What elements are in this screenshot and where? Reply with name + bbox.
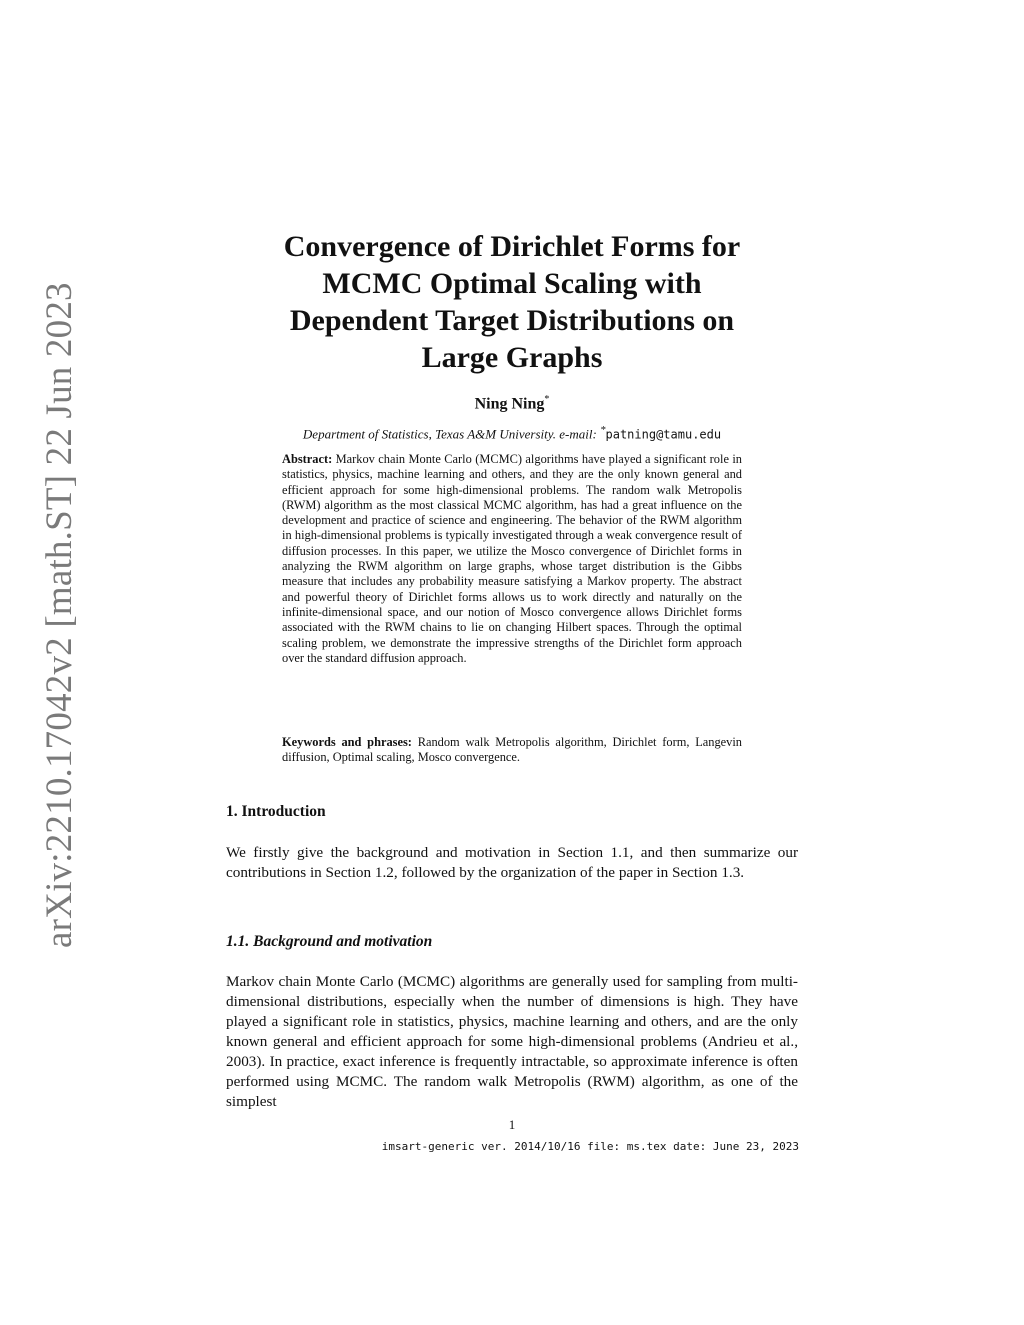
abstract — [282, 452, 742, 666]
abstract-text: Markov chain Monte Carlo (MCMC) algorithms have played a significant role in statistics, physics, machine learning and others, and they are the only known general and efficient approach for some high-dimensional problems. The random walk Metropolis (RWM) algorithm as the most classical MCMC algorithm, has had a great influence on the development and practice of science and engineering. The behavior of the RWM algorithm in high-dimensional problems is typically investigated through a weak convergence result of diffusion processes. In this paper, we utilize the Mosco convergence of Dirichlet forms in analyzing the RWM algorithm on large graphs, whose target distribution is the Gibbs measure that includes any probability measure satisfying a Markov property. The abstract and powerful theory of Dirichlet forms allows us to work directly and naturally on the infinite-dimensional space, and our notion of Mosco convergence allows Dirichlet forms associated with the RWM chains to lie on changing Hilbert spaces. Through the optimal scaling problem, we demonstrate the impressive strengths of the Dirichlet form approach over the standard diffusion approach. — [282, 452, 742, 665]
page-footer: imsart-generic ver. 2014/10/16 file: ms.tex date: June 23, 2023 — [381, 1140, 799, 1153]
abstract-label: Abstract: — [282, 452, 333, 466]
title-line: Large Graphs — [421, 341, 603, 374]
paper-title — [236, 228, 788, 376]
affiliation-line — [0, 424, 1024, 442]
email-footnote-mark: * — [600, 424, 606, 436]
author-line — [0, 394, 1024, 413]
keywords-label: Keywords and phrases: — [282, 735, 412, 749]
background-paragraph: Markov chain Monte Carlo (MCMC) algorithms are generally used for sampling from multi-dimensional distributions, especially when the number of dimensions is high. They have played a significant role in statistics, physics, machine learning and others, and are the only known general and efficient approach for some high-dimensional problems (Andrieu et al., 2003). In practice, exact inference is frequently intractable, so approximate inference is often performed using MCMC. The random walk Metropolis (RWM) algorithm, as one of the simplest — [226, 973, 798, 1110]
subsection-heading-background: 1.1. Background and motivation — [226, 933, 433, 950]
author-email: patning@tamu.edu — [605, 427, 722, 442]
page-number: 1 — [508, 1117, 516, 1132]
keywords-text: Random walk Metropolis algorithm, Dirichlet form, Langevin diffusion, Optimal scaling, Mosco convergence. — [282, 735, 742, 765]
introduction-paragraph: We firstly give the background and motivation in Section 1.1, and then summarize our contributions in Section 1.2, followed by the organization of the paper in Section 1.3. — [226, 844, 798, 881]
affiliation-text: Department of Statistics, Texas A&M University. e-mail: — [302, 426, 601, 442]
title-line: Convergence of Dirichlet Forms for — [283, 230, 741, 263]
title-line: Dependent Target Distributions on — [289, 304, 735, 337]
author-name: Ning Ning — [474, 395, 545, 413]
section-heading-introduction: 1. Introduction — [226, 803, 326, 820]
title-line: MCMC Optimal Scaling with — [322, 267, 702, 300]
keywords — [282, 735, 742, 766]
arxiv-identifier-stamp: arXiv:2210.17042v2 [math.ST] 22 Jun 2023 — [39, 282, 80, 948]
author-footnote-mark: * — [544, 394, 550, 405]
